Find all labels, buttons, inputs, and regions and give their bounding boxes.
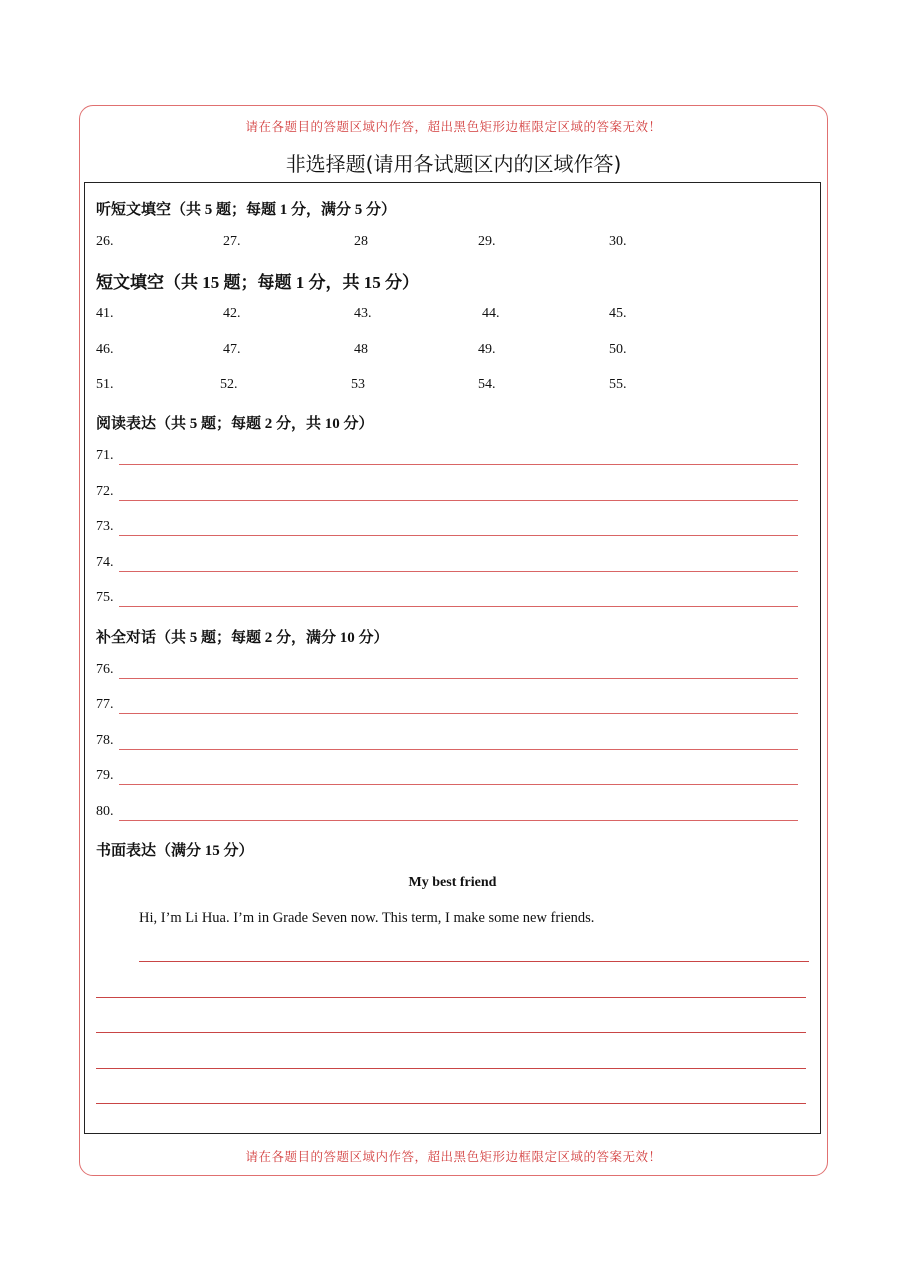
essay-writing-line[interactable] <box>139 961 809 962</box>
answer-line-79[interactable]: 79. <box>96 768 798 788</box>
answer-line-75[interactable]: 75. <box>96 590 798 610</box>
answer-line-76[interactable]: 76. <box>96 662 798 682</box>
blank-46[interactable]: 46. <box>96 342 114 357</box>
page-title: 非选择题(请用各试题区内的区域作答) <box>285 152 622 176</box>
section-title-writing: 书面表达（满分 15 分） <box>96 843 254 859</box>
blank-42[interactable]: 42. <box>223 306 241 321</box>
essay-title: My best friend <box>408 875 497 890</box>
essay-writing-line[interactable] <box>96 997 806 998</box>
blank-41[interactable]: 41. <box>96 306 114 321</box>
listening-blanks-row <box>96 234 796 254</box>
answer-line-74[interactable]: 74. <box>96 555 798 575</box>
blank-28[interactable]: 28 <box>354 234 368 249</box>
answer-line-78[interactable]: 78. <box>96 733 798 753</box>
essay-writing-line[interactable] <box>96 1032 806 1033</box>
blank-51[interactable]: 51. <box>96 377 114 392</box>
section-title-dialogue: 补全对话（共 5 题；每题 2 分，满分 10 分） <box>96 630 389 646</box>
blank-47[interactable]: 47. <box>223 342 241 357</box>
section-title-reading: 阅读表达（共 5 题；每题 2 分，共 10 分） <box>96 416 374 432</box>
bottom-warning-notice: 请在各题目的答题区域内作答，超出黑色矩形边框限定区域的答案无效！ <box>245 1150 662 1164</box>
cloze-blanks-row-2 <box>96 342 796 362</box>
blank-55[interactable]: 55. <box>609 377 627 392</box>
answer-line-77[interactable]: 77. <box>96 697 798 717</box>
answer-line-71[interactable]: 71. <box>96 448 798 468</box>
essay-writing-line[interactable] <box>96 1068 806 1069</box>
answer-line-72[interactable]: 72. <box>96 484 798 504</box>
section-title-cloze: 短文填空（共 15 题；每题 1 分，共 15 分） <box>96 273 419 292</box>
blank-50[interactable]: 50. <box>609 342 627 357</box>
blank-30[interactable]: 30. <box>609 234 627 249</box>
blank-48[interactable]: 48 <box>354 342 368 357</box>
blank-49[interactable]: 49. <box>478 342 496 357</box>
blank-44[interactable]: 44. <box>482 306 500 321</box>
answer-line-73[interactable]: 73. <box>96 519 798 539</box>
blank-45[interactable]: 45. <box>609 306 627 321</box>
blank-52[interactable]: 52. <box>220 377 238 392</box>
blank-29[interactable]: 29. <box>478 234 496 249</box>
essay-opening-sentence: Hi, I’m Li Hua. I’m in Grade Seven now. This term, I make some new friends. <box>139 910 595 926</box>
answer-line-80[interactable]: 80. <box>96 804 798 824</box>
essay-writing-line[interactable] <box>96 1103 806 1104</box>
blank-26[interactable]: 26. <box>96 234 114 249</box>
top-warning-notice: 请在各题目的答题区域内作答，超出黑色矩形边框限定区域的答案无效！ <box>245 120 662 134</box>
cloze-blanks-row-3 <box>96 377 796 397</box>
cloze-blanks-row-1 <box>96 306 796 326</box>
blank-54[interactable]: 54. <box>478 377 496 392</box>
section-title-listening: 听短文填空（共 5 题；每题 1 分，满分 5 分） <box>96 202 397 218</box>
blank-53[interactable]: 53 <box>351 377 365 392</box>
blank-27[interactable]: 27. <box>223 234 241 249</box>
blank-43[interactable]: 43. <box>354 306 372 321</box>
